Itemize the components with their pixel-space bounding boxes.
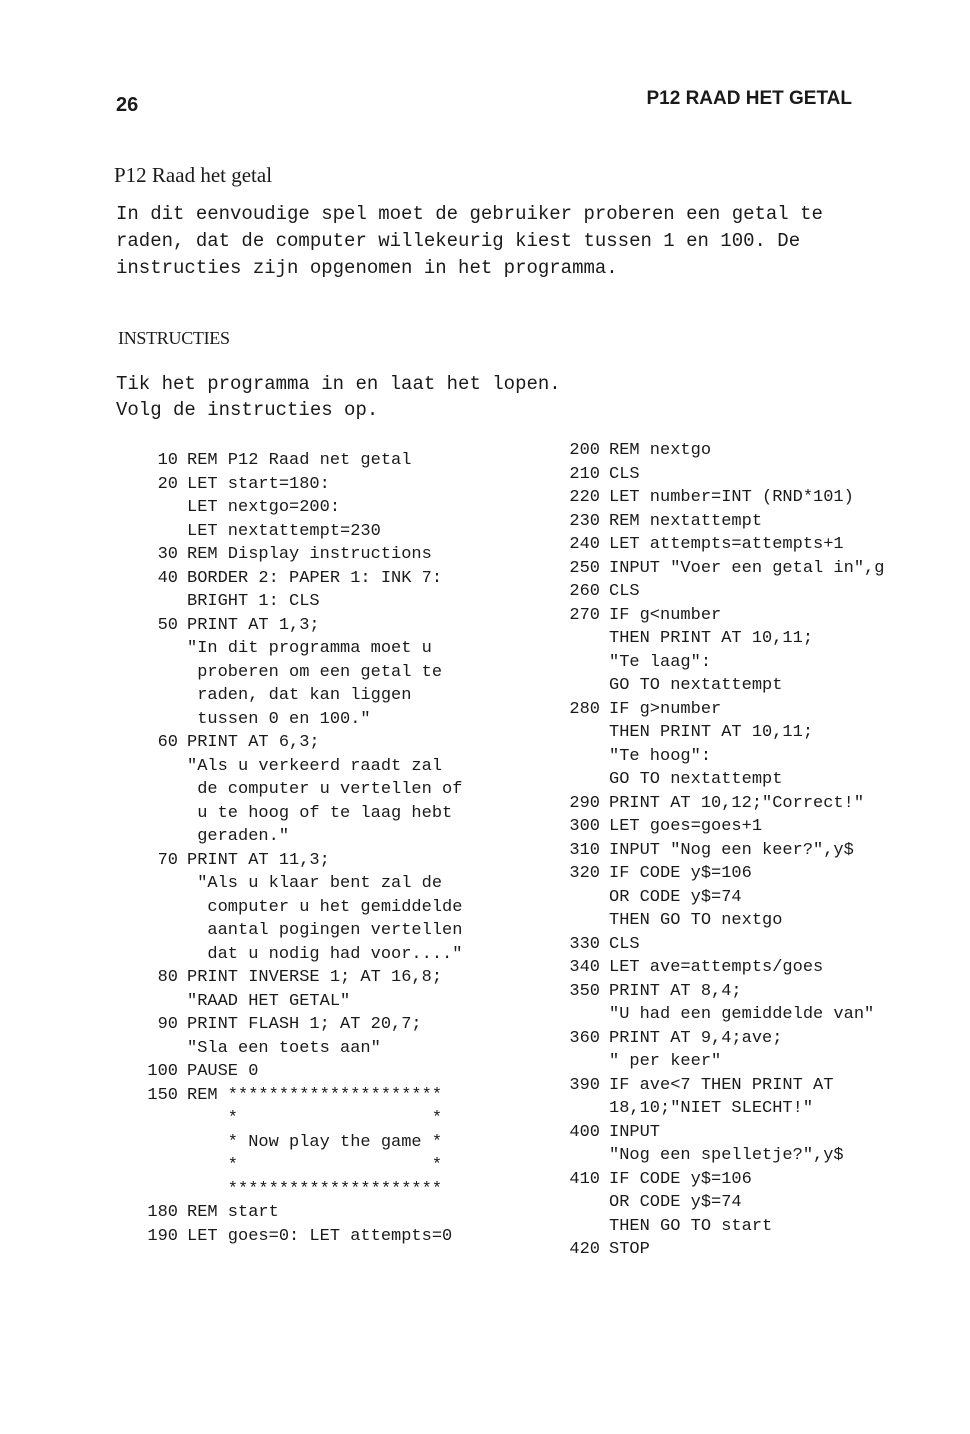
line-number bbox=[552, 886, 600, 910]
code-text: ********************* bbox=[187, 1179, 443, 1199]
code-line bbox=[552, 862, 884, 886]
code-line bbox=[130, 520, 462, 544]
line-number bbox=[130, 590, 178, 614]
code-text: THEN GO TO nextgo bbox=[609, 911, 783, 930]
line-number bbox=[130, 496, 178, 520]
code-line bbox=[552, 933, 884, 957]
line-number bbox=[552, 1050, 600, 1074]
code-line bbox=[130, 449, 462, 473]
line-number bbox=[130, 778, 178, 802]
code-text: raden, dat kan liggen bbox=[187, 686, 412, 705]
code-text: CLS bbox=[609, 464, 640, 484]
code-text: IF g<number bbox=[609, 605, 722, 625]
intro-paragraph bbox=[116, 201, 876, 282]
line-number: 150 bbox=[147, 1085, 178, 1105]
code-line bbox=[130, 708, 462, 732]
code-line bbox=[552, 533, 884, 557]
code-line bbox=[552, 439, 884, 463]
code-text: REM nextgo bbox=[609, 441, 712, 460]
code-line bbox=[552, 674, 884, 698]
code-text: REM ********************* bbox=[187, 1085, 443, 1105]
line-number bbox=[130, 708, 178, 732]
running-head: P12 RAAD HET GETAL bbox=[646, 88, 852, 109]
instruction-line: Tik het programma in en laat het lopen. bbox=[116, 373, 561, 395]
line-number bbox=[552, 1191, 600, 1215]
code-text: computer u het gemiddelde bbox=[187, 897, 463, 917]
code-line bbox=[552, 651, 884, 675]
line-number bbox=[552, 1003, 600, 1027]
code-text: BORDER 2: PAPER 1: INK 7: bbox=[187, 568, 443, 588]
code-line bbox=[552, 604, 884, 628]
code-text: "Nog een spelletje?",y$ bbox=[609, 1146, 844, 1165]
line-number bbox=[552, 745, 600, 769]
line-number: 70 bbox=[157, 850, 178, 870]
section-title: P12 Raad het getal bbox=[114, 163, 273, 187]
intro-line: raden, dat de computer willekeurig kiest tussen 1 en 100. De bbox=[116, 230, 801, 252]
code-line bbox=[552, 815, 884, 839]
code-line bbox=[552, 1215, 884, 1239]
code-text: CLS bbox=[609, 582, 640, 601]
code-text: STOP bbox=[609, 1240, 650, 1259]
code-text: PRINT AT 8,4; bbox=[609, 981, 742, 1001]
line-number bbox=[130, 896, 178, 920]
code-text: THEN PRINT AT 10,11; bbox=[609, 723, 814, 742]
line-number: 400 bbox=[569, 1122, 600, 1142]
code-text: aantal pogingen vertellen bbox=[187, 921, 463, 940]
code-line bbox=[552, 956, 884, 980]
line-number: 410 bbox=[569, 1169, 600, 1189]
code-text: "Te laag": bbox=[609, 652, 712, 672]
code-text: LET nextattempt=230 bbox=[187, 521, 381, 541]
code-text: PRINT AT 9,4;ave; bbox=[609, 1028, 783, 1048]
code-line bbox=[130, 990, 462, 1014]
code-line bbox=[552, 745, 884, 769]
line-number: 40 bbox=[157, 568, 178, 588]
code-line bbox=[130, 567, 462, 591]
code-text: u te hoog of te laag hebt bbox=[187, 803, 453, 823]
line-number bbox=[130, 684, 178, 708]
line-number bbox=[552, 721, 600, 745]
line-number: 200 bbox=[569, 441, 600, 460]
code-line bbox=[552, 463, 884, 487]
line-number: 360 bbox=[569, 1028, 600, 1048]
code-line bbox=[130, 825, 462, 849]
line-number: 50 bbox=[157, 615, 178, 635]
code-line bbox=[552, 580, 884, 604]
code-text: PRINT AT 11,3; bbox=[187, 850, 330, 870]
code-text: "Als u klaar bent zal de bbox=[187, 874, 443, 893]
line-number: 80 bbox=[157, 968, 178, 987]
code-line bbox=[552, 768, 884, 792]
line-number: 180 bbox=[147, 1203, 178, 1222]
line-number bbox=[552, 1215, 600, 1239]
code-line bbox=[130, 1084, 462, 1108]
line-number bbox=[130, 943, 178, 967]
code-line bbox=[130, 802, 462, 826]
instruction-line: Volg de instructies op. bbox=[116, 399, 379, 421]
code-text: "U had een gemiddelde van" bbox=[609, 1005, 875, 1024]
code-line bbox=[552, 839, 884, 863]
code-line bbox=[130, 731, 462, 755]
code-line bbox=[552, 1238, 884, 1262]
page-number: 26 bbox=[116, 94, 139, 116]
code-line bbox=[552, 486, 884, 510]
line-number: 90 bbox=[157, 1015, 178, 1034]
line-number bbox=[552, 627, 600, 651]
code-line bbox=[552, 627, 884, 651]
code-text: LET nextgo=200: bbox=[187, 498, 341, 517]
code-text: * * bbox=[187, 1156, 443, 1175]
code-line bbox=[552, 1191, 884, 1215]
code-text: REM nextattempt bbox=[609, 511, 763, 531]
code-line bbox=[552, 1121, 884, 1145]
line-number bbox=[130, 1178, 178, 1202]
code-line bbox=[552, 909, 884, 933]
code-text: INPUT "Nog een keer?",y$ bbox=[609, 840, 854, 860]
line-number: 230 bbox=[569, 511, 600, 531]
code-text: OR CODE y$=74 bbox=[609, 887, 742, 907]
line-number bbox=[552, 1144, 600, 1168]
code-line bbox=[552, 980, 884, 1004]
code-line bbox=[130, 614, 462, 638]
code-text: PRINT AT 1,3; bbox=[187, 615, 320, 635]
code-text: tussen 0 en 100." bbox=[187, 709, 371, 729]
code-line bbox=[552, 1144, 884, 1168]
code-text: BRIGHT 1: CLS bbox=[187, 592, 320, 611]
line-number: 390 bbox=[569, 1075, 600, 1095]
code-line bbox=[130, 1178, 462, 1202]
program-listing-right bbox=[552, 439, 884, 1262]
code-text: "Als u verkeerd raadt zal bbox=[187, 756, 443, 776]
code-text: GO TO nextattempt bbox=[609, 676, 783, 695]
line-number: 320 bbox=[569, 864, 600, 883]
code-line bbox=[130, 543, 462, 567]
code-line bbox=[552, 1050, 884, 1074]
code-text: * * bbox=[187, 1109, 443, 1128]
code-text: IF CODE y$=106 bbox=[609, 864, 752, 883]
code-text: LET ave=attempts/goes bbox=[609, 958, 824, 977]
code-line bbox=[130, 943, 462, 967]
code-line bbox=[552, 510, 884, 534]
line-number: 240 bbox=[569, 535, 600, 554]
code-line bbox=[552, 1003, 884, 1027]
line-number bbox=[130, 520, 178, 544]
code-line bbox=[130, 661, 462, 685]
code-text: "Sla een toets aan" bbox=[187, 1038, 381, 1058]
line-number: 20 bbox=[157, 474, 178, 494]
code-line bbox=[552, 721, 884, 745]
code-text: "RAAD HET GETAL" bbox=[187, 991, 351, 1011]
line-number bbox=[130, 1107, 178, 1131]
code-line bbox=[130, 1201, 462, 1225]
line-number: 340 bbox=[569, 958, 600, 977]
code-line bbox=[130, 1037, 462, 1061]
line-number bbox=[130, 1037, 178, 1061]
code-text: INPUT bbox=[609, 1122, 661, 1142]
code-text: PAUSE 0 bbox=[187, 1062, 259, 1081]
program-listing-left bbox=[130, 449, 462, 1248]
line-number: 330 bbox=[569, 934, 600, 954]
instructions-heading: INSTRUCTIES bbox=[118, 328, 230, 348]
code-line bbox=[130, 496, 462, 520]
code-text: OR CODE y$=74 bbox=[609, 1193, 742, 1212]
code-text: LET start=180: bbox=[187, 474, 330, 494]
line-number: 100 bbox=[147, 1062, 178, 1081]
code-text: " per keer" bbox=[609, 1052, 722, 1071]
line-number bbox=[130, 755, 178, 779]
line-number bbox=[552, 651, 600, 675]
code-text: LET goes=0: LET attempts=0 bbox=[187, 1226, 453, 1246]
line-number bbox=[130, 825, 178, 849]
line-number: 30 bbox=[157, 545, 178, 564]
line-number: 420 bbox=[569, 1240, 600, 1259]
code-text: LET goes=goes+1 bbox=[609, 817, 763, 836]
code-line bbox=[130, 849, 462, 873]
line-number: 220 bbox=[569, 488, 600, 507]
code-text: IF CODE y$=106 bbox=[609, 1169, 752, 1189]
code-text: de computer u vertellen of bbox=[187, 780, 463, 799]
code-text: GO TO nextattempt bbox=[609, 770, 783, 789]
code-text: CLS bbox=[609, 934, 640, 954]
code-line bbox=[130, 473, 462, 497]
line-number: 210 bbox=[569, 464, 600, 484]
code-line bbox=[130, 1013, 462, 1037]
line-number bbox=[130, 1131, 178, 1155]
code-line bbox=[130, 1060, 462, 1084]
line-number bbox=[552, 909, 600, 933]
line-number: 260 bbox=[569, 582, 600, 601]
line-number: 310 bbox=[569, 840, 600, 860]
code-line bbox=[130, 966, 462, 990]
code-line bbox=[552, 698, 884, 722]
instructions-text bbox=[116, 371, 561, 423]
line-number bbox=[130, 661, 178, 685]
line-number: 190 bbox=[147, 1226, 178, 1246]
line-number: 300 bbox=[569, 817, 600, 836]
code-text: LET attempts=attempts+1 bbox=[609, 535, 844, 554]
code-text: INPUT "Voer een getal in",g bbox=[609, 558, 885, 578]
code-text: PRINT INVERSE 1; AT 16,8; bbox=[187, 968, 443, 987]
intro-line: instructies zijn opgenomen in het programma. bbox=[116, 257, 618, 279]
line-number: 250 bbox=[569, 558, 600, 578]
code-line bbox=[552, 1074, 884, 1098]
code-line bbox=[552, 1027, 884, 1051]
code-line bbox=[130, 590, 462, 614]
line-number bbox=[130, 872, 178, 896]
code-text: proberen om een getal te bbox=[187, 662, 443, 682]
code-line bbox=[130, 684, 462, 708]
code-line bbox=[130, 1107, 462, 1131]
code-line bbox=[130, 1131, 462, 1155]
line-number bbox=[130, 637, 178, 661]
code-text: * Now play the game * bbox=[187, 1132, 443, 1152]
line-number: 270 bbox=[569, 605, 600, 625]
line-number bbox=[552, 674, 600, 698]
code-text: THEN GO TO start bbox=[609, 1216, 773, 1236]
code-line bbox=[130, 1154, 462, 1178]
code-line bbox=[130, 919, 462, 943]
code-text: PRINT FLASH 1; AT 20,7; bbox=[187, 1015, 422, 1034]
code-text: "Te hoog": bbox=[609, 746, 712, 766]
code-line bbox=[552, 1097, 884, 1121]
code-text: geraden." bbox=[187, 827, 290, 846]
line-number: 10 bbox=[157, 451, 178, 470]
code-text: "In dit programma moet u bbox=[187, 639, 432, 658]
code-line bbox=[130, 896, 462, 920]
code-line bbox=[552, 792, 884, 816]
line-number: 280 bbox=[569, 699, 600, 719]
code-line bbox=[130, 872, 462, 896]
line-number bbox=[552, 1097, 600, 1121]
code-text: LET number=INT (RND*101) bbox=[609, 488, 854, 507]
line-number bbox=[552, 768, 600, 792]
code-text: REM start bbox=[187, 1203, 279, 1222]
code-text: REM Display instructions bbox=[187, 545, 432, 564]
code-text: REM P12 Raad net getal bbox=[187, 451, 412, 470]
code-line bbox=[552, 886, 884, 910]
code-line bbox=[130, 755, 462, 779]
code-line bbox=[130, 1225, 462, 1249]
code-text: IF g>number bbox=[609, 699, 722, 719]
line-number bbox=[130, 1154, 178, 1178]
line-number: 60 bbox=[157, 733, 178, 752]
code-text: THEN PRINT AT 10,11; bbox=[609, 629, 814, 648]
line-number bbox=[130, 919, 178, 943]
code-text: PRINT AT 6,3; bbox=[187, 733, 320, 752]
code-text: PRINT AT 10,12;"Correct!" bbox=[609, 793, 865, 813]
code-line bbox=[130, 778, 462, 802]
line-number bbox=[130, 990, 178, 1014]
code-text: IF ave<7 THEN PRINT AT bbox=[609, 1075, 834, 1095]
line-number: 350 bbox=[569, 981, 600, 1001]
intro-line: In dit eenvoudige spel moet de gebruiker proberen een getal te bbox=[116, 203, 823, 225]
line-number bbox=[130, 802, 178, 826]
code-text: dat u nodig had voor...." bbox=[187, 944, 463, 964]
code-line bbox=[130, 637, 462, 661]
code-line bbox=[552, 557, 884, 581]
line-number: 290 bbox=[569, 793, 600, 813]
code-line bbox=[552, 1168, 884, 1192]
code-text: 18,10;"NIET SLECHT!" bbox=[609, 1099, 814, 1118]
